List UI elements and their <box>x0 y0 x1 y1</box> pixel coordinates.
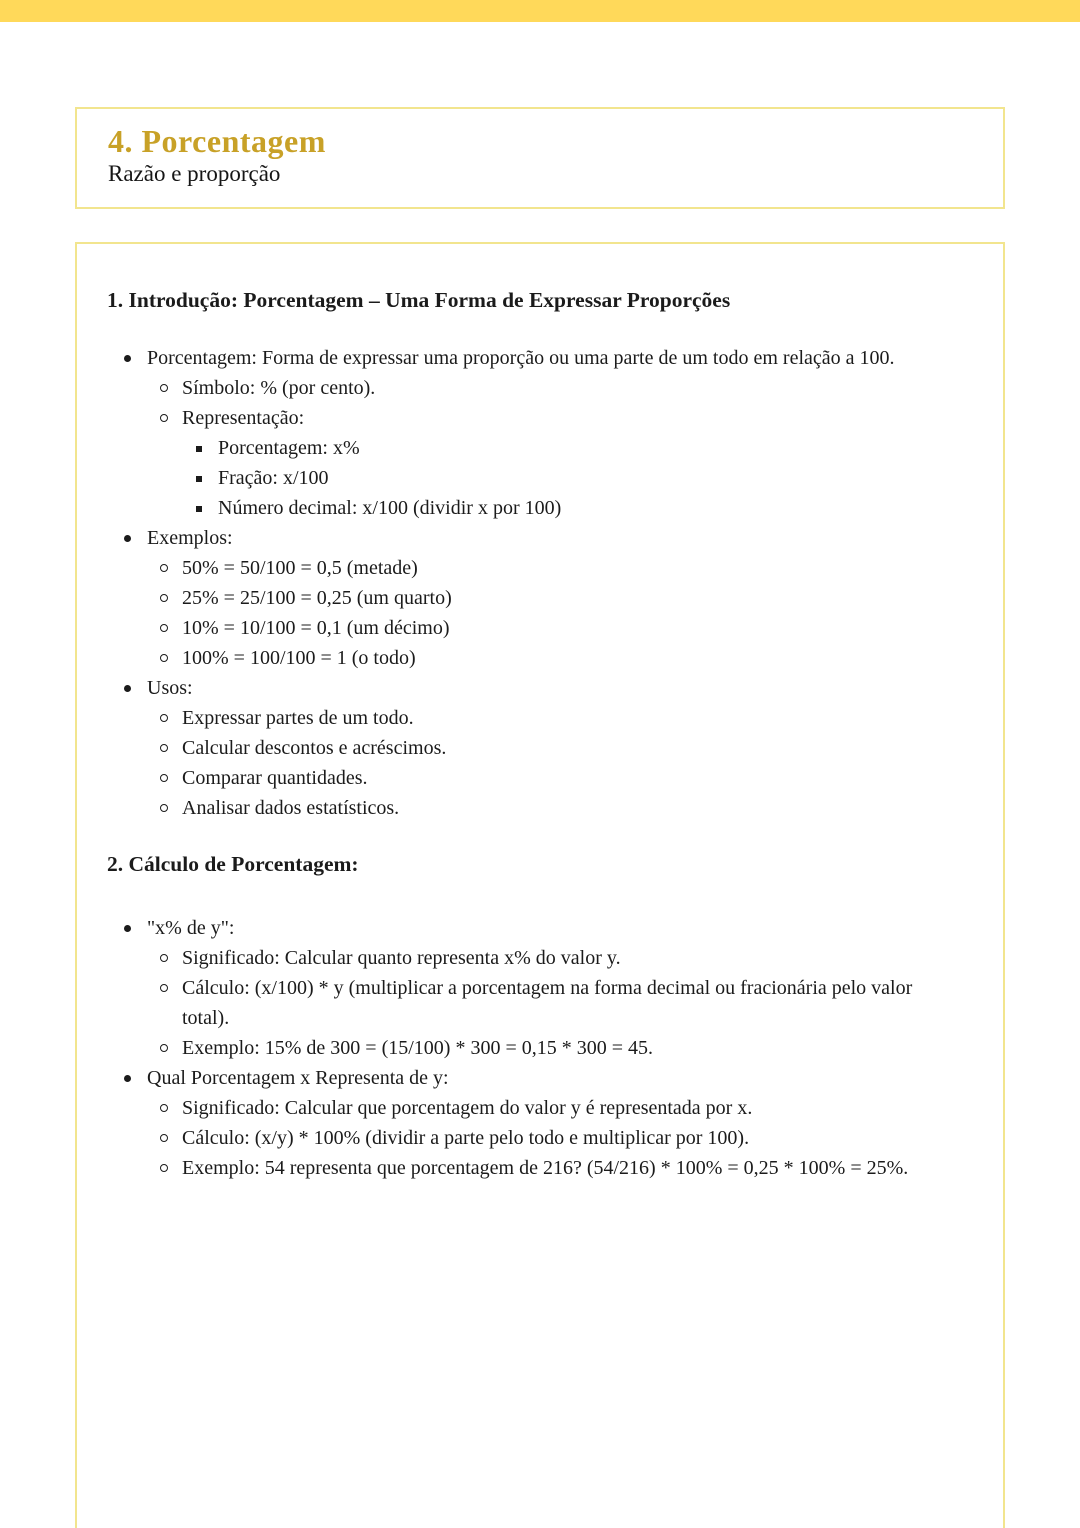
list-item-text: Fração: x/100 <box>218 467 329 489</box>
bullet-circle-icon <box>160 624 168 632</box>
bullet-circle-icon <box>160 384 168 392</box>
title-box <box>75 107 1005 209</box>
list-item-l2 <box>77 733 958 763</box>
list-item-text: Cálculo: (x/100) * y (multiplicar a porcentagem na forma decimal ou fracionária pelo valor total). <box>182 977 913 1029</box>
bullet-disc-icon <box>124 925 131 932</box>
list-item-text: 50% = 50/100 = 0,5 (metade) <box>182 557 418 579</box>
list-item-text: Cálculo: (x/y) * 100% (dividir a parte pelo todo e multiplicar por 100). <box>182 1127 750 1149</box>
list-item-l2 <box>77 1153 958 1183</box>
list-item-text: Calcular descontos e acréscimos. <box>182 737 447 759</box>
list-item-l1 <box>77 913 958 943</box>
bullet-disc-icon <box>124 535 131 542</box>
bullet-disc-icon <box>124 1075 131 1082</box>
list-item-text: Representação: <box>182 407 305 429</box>
list-item-text: 10% = 10/100 = 0,1 (um décimo) <box>182 617 450 639</box>
bullet-square-icon <box>196 446 202 452</box>
bullet-circle-icon <box>160 1164 168 1172</box>
bullet-circle-icon <box>160 954 168 962</box>
list-item-text: "x% de y": <box>147 917 235 939</box>
list-item-text: Qual Porcentagem x Representa de y: <box>147 1067 449 1089</box>
bullet-circle-icon <box>160 984 168 992</box>
list-item-text: Símbolo: % (por cento). <box>182 377 376 399</box>
list-item-l2 <box>77 643 958 673</box>
list-item-text: Significado: Calcular quanto representa x% do valor y. <box>182 947 621 969</box>
list-item-text: Analisar dados estatísticos. <box>182 797 400 819</box>
list-item-l2 <box>77 703 958 733</box>
list-item-l2 <box>77 1033 958 1063</box>
list-item-l1 <box>77 1063 958 1093</box>
bullet-circle-icon <box>160 414 168 422</box>
bullet-circle-icon <box>160 564 168 572</box>
list-item-text: Exemplos: <box>147 527 233 549</box>
accent-top-bar <box>0 0 1080 22</box>
list-item-text: Usos: <box>147 677 193 699</box>
list-item-l3 <box>77 463 958 493</box>
section-heading-2: 2. Cálculo de Porcentagem: <box>107 852 359 876</box>
list-item-text: 25% = 25/100 = 0,25 (um quarto) <box>182 587 452 609</box>
list-item-text: Porcentagem: x% <box>218 437 360 459</box>
list-item-text: Expressar partes de um todo. <box>182 707 414 729</box>
list-item-l2 <box>77 553 958 583</box>
bullet-circle-icon <box>160 804 168 812</box>
content-box <box>75 242 1005 1528</box>
list-item-text: Exemplo: 54 representa que porcentagem de 216? (54/216) * 100% = 0,25 * 100% = 25%. <box>182 1157 909 1179</box>
list-item-l2 <box>77 583 958 613</box>
list-item-l1 <box>77 673 958 703</box>
list-item-text: Porcentagem: Forma de expressar uma proporção ou uma parte de um todo em relação a 100. <box>147 347 895 369</box>
list-item-l2 <box>77 973 958 1033</box>
list-item-l2 <box>77 763 958 793</box>
bullet-circle-icon <box>160 1134 168 1142</box>
list-item-l2 <box>77 1123 958 1153</box>
list-item-text: 100% = 100/100 = 1 (o todo) <box>182 647 416 669</box>
page-subtitle: Razão e proporção <box>108 161 281 186</box>
list-item-text: Exemplo: 15% de 300 = (15/100) * 300 = 0,15 * 300 = 45. <box>182 1037 654 1059</box>
list-item-l2 <box>77 613 958 643</box>
bullet-circle-icon <box>160 714 168 722</box>
bullet-circle-icon <box>160 594 168 602</box>
list-item-l2 <box>77 943 958 973</box>
list-item-l2 <box>77 1093 958 1123</box>
bullet-disc-icon <box>124 355 131 362</box>
bullet-square-icon <box>196 506 202 512</box>
bullet-square-icon <box>196 476 202 482</box>
list-item-text: Número decimal: x/100 (dividir x por 100) <box>218 497 562 519</box>
bullet-circle-icon <box>160 744 168 752</box>
list-item-l1 <box>77 343 958 373</box>
section-heading-1: 1. Introdução: Porcentagem – Uma Forma de Expressar Proporções <box>107 288 731 312</box>
list-item-l2 <box>77 373 958 403</box>
list-item-l3 <box>77 433 958 463</box>
bullet-circle-icon <box>160 654 168 662</box>
bullet-circle-icon <box>160 774 168 782</box>
page-title: 4. Porcentagem <box>108 123 326 159</box>
list-item-l2 <box>77 403 958 433</box>
bullet-circle-icon <box>160 1044 168 1052</box>
list-item-text: Comparar quantidades. <box>182 767 368 789</box>
list-item-l2 <box>77 793 958 823</box>
list-item-l1 <box>77 523 958 553</box>
list-item-text: Significado: Calcular que porcentagem do valor y é representada por x. <box>182 1097 753 1119</box>
bullet-circle-icon <box>160 1104 168 1112</box>
list-item-l3 <box>77 493 958 523</box>
bullet-disc-icon <box>124 685 131 692</box>
